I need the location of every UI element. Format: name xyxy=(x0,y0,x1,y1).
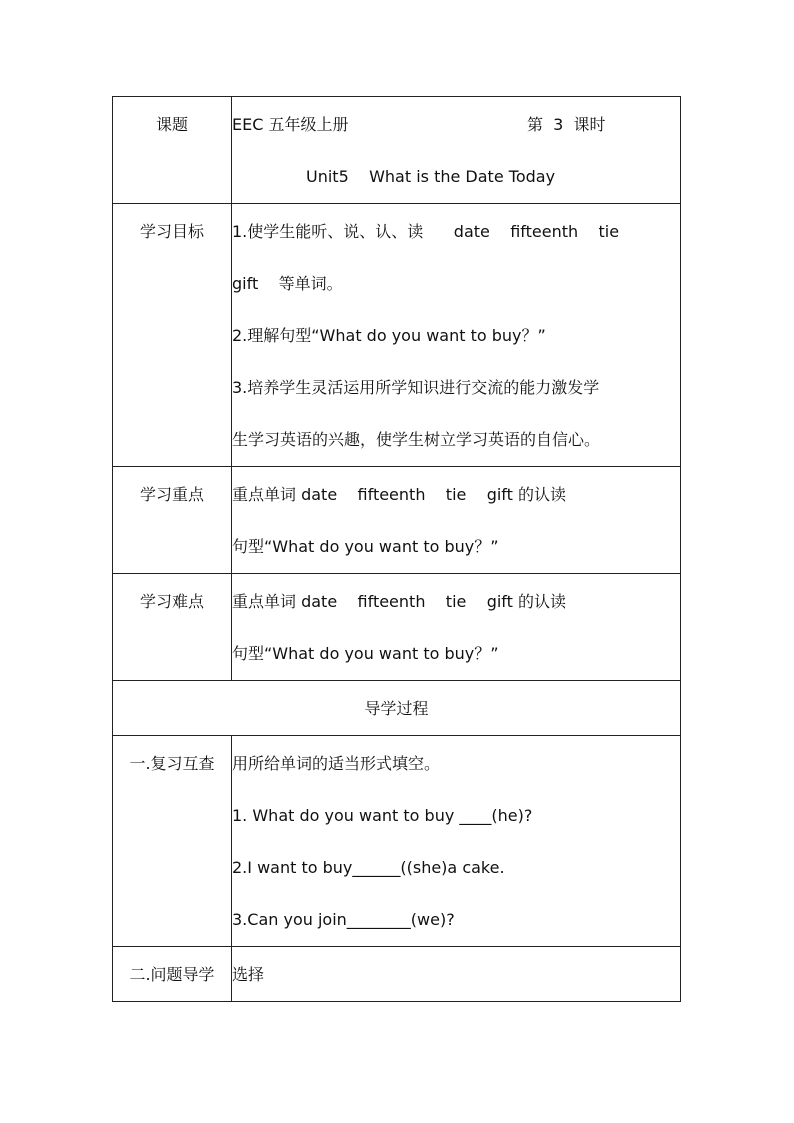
process-header: 导学过程 xyxy=(364,699,429,718)
objectives-content-cell xyxy=(232,204,681,467)
difficulties-line-2: 句型“What do you want to buy？” xyxy=(232,644,499,663)
process-header-cell xyxy=(113,681,681,736)
topic-content-cell xyxy=(232,97,681,204)
objectives-line-2: gift 等单词。 xyxy=(232,274,343,293)
topic-label: 课题 xyxy=(155,115,188,134)
key-points-label: 学习重点 xyxy=(139,485,204,504)
difficulties-content-cell xyxy=(232,574,681,681)
review-label-cell xyxy=(113,736,232,947)
objectives-line-3: 2.理解句型“What do you want to buy？” xyxy=(232,326,546,345)
key-points-line-1: 重点单词 date fifteenth tie gift 的认读 xyxy=(232,485,567,504)
guided-label-cell xyxy=(113,947,232,1002)
difficulties-label-cell xyxy=(113,574,232,681)
objectives-label-cell xyxy=(113,204,232,467)
objectives-line-5: 生学习英语的兴趣，使学生树立学习英语的自信心。 xyxy=(232,430,601,449)
review-question-2: 2.I want to buy______((she)a cake. xyxy=(232,858,505,877)
row-topic xyxy=(113,97,681,204)
difficulties-label: 学习难点 xyxy=(139,592,204,611)
row-difficulties xyxy=(113,574,681,681)
topic-lesson-number: 第 3 课时 xyxy=(527,115,606,134)
topic-label-cell xyxy=(113,97,232,204)
review-instruction: 用所给单词的适当形式填空。 xyxy=(232,754,441,773)
review-question-1: 1. What do you want to buy ____(he)? xyxy=(232,806,533,825)
objectives-line-4: 3.培养学生灵活运用所学知识进行交流的能力激发学 xyxy=(232,378,600,397)
row-review xyxy=(113,736,681,947)
row-process xyxy=(113,681,681,736)
row-objectives xyxy=(113,204,681,467)
guided-label: 二.问题导学 xyxy=(129,965,215,984)
key-points-line-2: 句型“What do you want to buy？” xyxy=(232,537,499,556)
lesson-plan-table xyxy=(112,96,681,1002)
objectives-label: 学习目标 xyxy=(139,222,204,241)
row-guided xyxy=(113,947,681,1002)
guided-line-1: 选择 xyxy=(232,965,265,984)
topic-grade: EEC 五年级上册 xyxy=(232,115,349,134)
review-label: 一.复习互查 xyxy=(129,754,215,773)
guided-content-cell xyxy=(232,947,681,1002)
row-key-points xyxy=(113,467,681,574)
topic-unit-title: Unit5 What is the Date Today xyxy=(306,167,556,186)
objectives-line-1: 1.使学生能听、说、认、读 date fifteenth tie xyxy=(232,222,620,241)
difficulties-line-1: 重点单词 date fifteenth tie gift 的认读 xyxy=(232,592,567,611)
key-points-label-cell xyxy=(113,467,232,574)
review-question-3: 3.Can you join________(we)? xyxy=(232,910,455,929)
review-content-cell xyxy=(232,736,681,947)
key-points-content-cell xyxy=(232,467,681,574)
topic-grade-line xyxy=(232,99,680,151)
